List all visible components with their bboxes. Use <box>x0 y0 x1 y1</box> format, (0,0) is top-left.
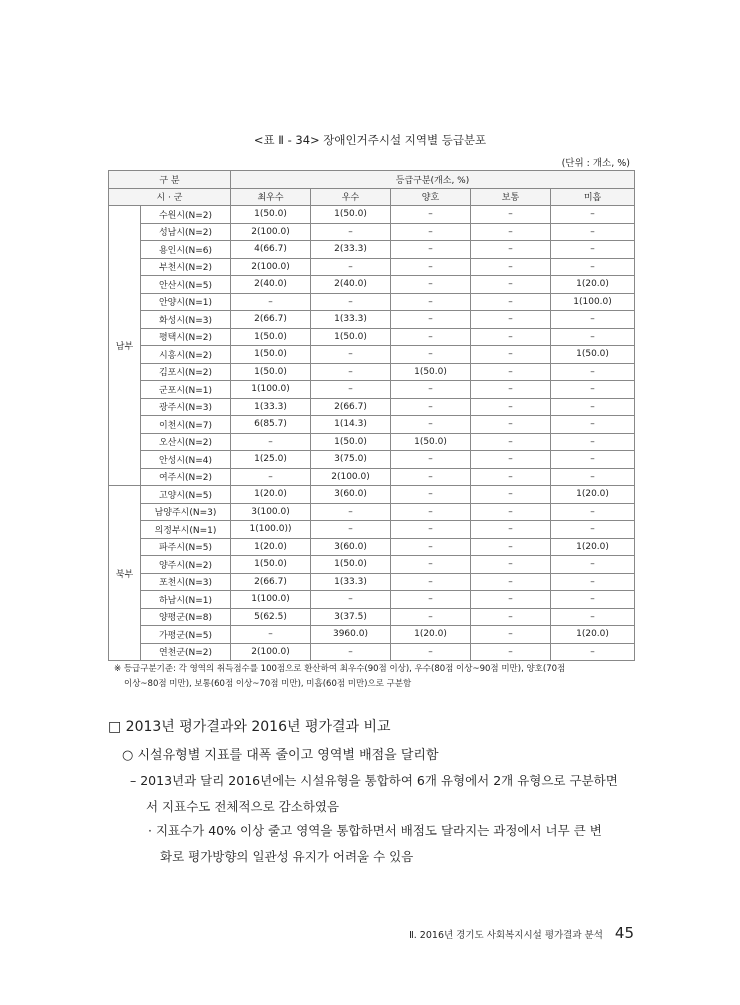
grade-cell: 2(100.0) <box>231 643 311 661</box>
grade-cell: – <box>471 206 551 224</box>
sub-title: ○ 시설유형별 지표를 대폭 줄이고 영역별 배점을 달리함 <box>122 748 439 763</box>
note-line-1: ※ 등급구분기준: 각 영역의 취득점수를 100점으로 환산하여 최우수(90점 이상), 우수(80점 이상~90점 미만), 양호(70점 <box>114 664 566 674</box>
grade-cell: 1(33.3) <box>311 573 391 591</box>
city-cell: 양평군(N=8) <box>141 608 231 626</box>
grade-cell: – <box>471 346 551 364</box>
grade-cell: – <box>471 486 551 504</box>
grade-cell: 3(37.5) <box>311 608 391 626</box>
section-title: □ 2013년 평가결과와 2016년 평가결과 비교 <box>108 719 391 735</box>
grade-cell: – <box>551 328 635 346</box>
grade-cell: – <box>551 381 635 399</box>
grade-cell: – <box>311 346 391 364</box>
grade-cell: – <box>391 416 471 434</box>
grade-cell: 1(25.0) <box>231 451 311 469</box>
grade-cell: – <box>311 643 391 661</box>
grade-cell: – <box>471 591 551 609</box>
grade-cell: – <box>551 258 635 276</box>
grade-cell: – <box>311 521 391 539</box>
grade-cell: – <box>551 398 635 416</box>
grade-cell: – <box>311 293 391 311</box>
grade-cell: 1(100.0)) <box>231 521 311 539</box>
grade-cell: – <box>471 468 551 486</box>
grade-cell: – <box>471 521 551 539</box>
grade-cell: – <box>391 206 471 224</box>
table-row <box>109 451 635 469</box>
grade-cell: – <box>471 538 551 556</box>
table-body <box>109 206 635 661</box>
grade-cell: – <box>471 573 551 591</box>
grade-cell: – <box>551 608 635 626</box>
table-row <box>109 241 635 259</box>
grade-cell: 1(33.3) <box>231 398 311 416</box>
table-row <box>109 381 635 399</box>
city-cell: 안성시(N=4) <box>141 451 231 469</box>
grade-cell: – <box>391 643 471 661</box>
city-cell: 평택시(N=2) <box>141 328 231 346</box>
grade-cell: 2(40.0) <box>231 276 311 294</box>
grade-cell: – <box>471 258 551 276</box>
table-row <box>109 521 635 539</box>
grade-cell: 1(33.3) <box>311 311 391 329</box>
grade-cell: – <box>311 591 391 609</box>
table-row <box>109 486 635 504</box>
grade-cell: – <box>391 486 471 504</box>
dot-line-2: 화로 평가방향의 일관성 유지가 어려울 수 있음 <box>160 849 414 864</box>
grade-cell: 1(50.0) <box>311 328 391 346</box>
grade-cell: – <box>471 451 551 469</box>
header-col-average: 보통 <box>471 188 551 206</box>
table-row <box>109 293 635 311</box>
city-cell: 포천시(N=3) <box>141 573 231 591</box>
grade-cell: 2(66.7) <box>311 398 391 416</box>
table-row <box>109 591 635 609</box>
grade-cell: 1(50.0) <box>391 363 471 381</box>
grade-cell: – <box>471 503 551 521</box>
page-footer <box>0 924 634 942</box>
grade-cell: – <box>391 223 471 241</box>
table-row <box>109 206 635 224</box>
grade-cell: – <box>551 416 635 434</box>
city-cell: 화성시(N=3) <box>141 311 231 329</box>
grade-cell: 1(20.0) <box>231 486 311 504</box>
city-cell: 용인시(N=6) <box>141 241 231 259</box>
table-row <box>109 416 635 434</box>
grade-cell: – <box>551 591 635 609</box>
grade-cell: – <box>391 503 471 521</box>
grade-cell: 2(33.3) <box>311 241 391 259</box>
dash-line-2: 서 지표수도 전체적으로 감소하였음 <box>146 799 340 814</box>
table-row <box>109 311 635 329</box>
grade-cell: – <box>231 468 311 486</box>
city-cell: 연천군(N=2) <box>141 643 231 661</box>
city-cell: 고양시(N=5) <box>141 486 231 504</box>
grade-cell: – <box>391 258 471 276</box>
grade-cell: – <box>551 573 635 591</box>
grade-cell: 1(50.0) <box>231 206 311 224</box>
grade-cell: – <box>551 363 635 381</box>
grade-cell: – <box>551 451 635 469</box>
grade-cell: – <box>551 643 635 661</box>
grade-cell: 2(40.0) <box>311 276 391 294</box>
grade-cell: 1(14.3) <box>311 416 391 434</box>
region-label: 남부 <box>109 206 141 486</box>
note-line-2: 이상~80점 미만), 보통(60점 이상~70점 미만), 미흡(60점 미만)으로 구분함 <box>124 679 412 689</box>
grade-cell: – <box>471 363 551 381</box>
grade-cell: – <box>231 626 311 644</box>
grade-cell: 1(50.0) <box>311 433 391 451</box>
grade-cell: 1(20.0) <box>551 486 635 504</box>
grade-cell: – <box>551 206 635 224</box>
region-label: 북부 <box>109 486 141 661</box>
grade-cell: – <box>391 346 471 364</box>
grade-cell: – <box>551 521 635 539</box>
dot-paragraph <box>148 818 602 870</box>
grade-cell: 1(50.0) <box>231 363 311 381</box>
grade-cell: – <box>471 311 551 329</box>
grade-cell: 1(50.0) <box>311 206 391 224</box>
city-cell: 하남시(N=1) <box>141 591 231 609</box>
grade-distribution-table <box>108 170 635 661</box>
city-cell: 여주시(N=2) <box>141 468 231 486</box>
table-row <box>109 626 635 644</box>
city-cell: 군포시(N=1) <box>141 381 231 399</box>
grade-cell: – <box>471 276 551 294</box>
grade-cell: – <box>471 416 551 434</box>
table-note <box>114 662 634 692</box>
grade-cell: – <box>391 468 471 486</box>
page-number: 45 <box>614 924 634 942</box>
grade-cell: – <box>471 556 551 574</box>
grade-cell: 1(20.0) <box>391 626 471 644</box>
table-unit: (단위 : 개소, %) <box>561 158 630 169</box>
header-row-2 <box>109 188 635 206</box>
grade-cell: 1(50.0) <box>311 556 391 574</box>
grade-cell: – <box>471 328 551 346</box>
grade-cell: – <box>231 293 311 311</box>
table-row <box>109 538 635 556</box>
header-col-excellent: 최우수 <box>231 188 311 206</box>
grade-cell: 2(100.0) <box>311 468 391 486</box>
city-cell: 의정부시(N=1) <box>141 521 231 539</box>
grade-cell: – <box>551 433 635 451</box>
table-title: <표 Ⅱ - 34> 장애인거주시설 지역별 등급분포 <box>253 133 487 147</box>
table-row <box>109 573 635 591</box>
grade-cell: – <box>471 608 551 626</box>
grade-cell: 1(50.0) <box>231 328 311 346</box>
grade-cell: – <box>471 433 551 451</box>
grade-cell: – <box>391 608 471 626</box>
city-cell: 성남시(N=2) <box>141 223 231 241</box>
grade-cell: – <box>391 328 471 346</box>
table-row <box>109 433 635 451</box>
grade-cell: – <box>311 258 391 276</box>
dot-line-1: · 지표수가 40% 이상 줄고 영역을 통합하면서 배점도 달라지는 과정에서 너무 큰 변 <box>148 823 602 838</box>
grade-cell: – <box>311 223 391 241</box>
grade-cell: – <box>311 381 391 399</box>
grade-cell: 1(20.0) <box>551 538 635 556</box>
city-cell: 광주시(N=3) <box>141 398 231 416</box>
dash-paragraph <box>130 768 618 820</box>
grade-cell: 1(50.0) <box>231 346 311 364</box>
grade-cell: – <box>471 293 551 311</box>
grade-cell: 3(60.0) <box>311 486 391 504</box>
grade-cell: – <box>391 293 471 311</box>
grade-cell: – <box>391 398 471 416</box>
grade-cell: – <box>391 573 471 591</box>
grade-cell: 3(75.0) <box>311 451 391 469</box>
header-sigun: 시 · 군 <box>109 188 231 206</box>
grade-cell: 1(100.0) <box>551 293 635 311</box>
footer-text: Ⅱ. 2016년 경기도 사회복지시설 평가결과 분석 <box>409 930 603 941</box>
grade-cell: – <box>471 643 551 661</box>
grade-cell: – <box>391 311 471 329</box>
grade-cell: 3960.0) <box>311 626 391 644</box>
grade-cell: – <box>391 276 471 294</box>
grade-cell: – <box>471 223 551 241</box>
grade-cell: – <box>471 398 551 416</box>
table-row <box>109 346 635 364</box>
table-row <box>109 556 635 574</box>
grade-cell: – <box>471 626 551 644</box>
table-row <box>109 398 635 416</box>
table-row <box>109 643 635 661</box>
grade-cell: 1(50.0) <box>231 556 311 574</box>
grade-cell: – <box>551 503 635 521</box>
grade-cell: 1(100.0) <box>231 381 311 399</box>
grade-cell: – <box>551 241 635 259</box>
city-cell: 부천시(N=2) <box>141 258 231 276</box>
header-group: 등급구분(개소, %) <box>231 171 635 189</box>
grade-cell: 5(62.5) <box>231 608 311 626</box>
city-cell: 안산시(N=5) <box>141 276 231 294</box>
city-cell: 시흥시(N=2) <box>141 346 231 364</box>
city-cell: 이천시(N=7) <box>141 416 231 434</box>
grade-cell: – <box>311 363 391 381</box>
grade-cell: 3(100.0) <box>231 503 311 521</box>
header-col-good: 우수 <box>311 188 391 206</box>
grade-cell: – <box>391 381 471 399</box>
city-cell: 오산시(N=2) <box>141 433 231 451</box>
grade-cell: 2(66.7) <box>231 311 311 329</box>
grade-cell: – <box>551 311 635 329</box>
grade-cell: – <box>391 556 471 574</box>
grade-cell: – <box>551 468 635 486</box>
grade-cell: 1(20.0) <box>551 626 635 644</box>
grade-cell: – <box>391 538 471 556</box>
dash-line-1: – 2013년과 달리 2016년에는 시설유형을 통합하여 6개 유형에서 2개 유형으로 구분하면 <box>130 773 618 788</box>
city-cell: 가평군(N=5) <box>141 626 231 644</box>
city-cell: 양주시(N=2) <box>141 556 231 574</box>
grade-cell: 2(100.0) <box>231 258 311 276</box>
grade-cell: – <box>471 241 551 259</box>
table-row <box>109 223 635 241</box>
city-cell: 남양주시(N=3) <box>141 503 231 521</box>
table-row <box>109 468 635 486</box>
grade-cell: 4(66.7) <box>231 241 311 259</box>
table-row <box>109 608 635 626</box>
table-row <box>109 328 635 346</box>
grade-cell: 1(20.0) <box>231 538 311 556</box>
grade-cell: 6(85.7) <box>231 416 311 434</box>
grade-cell: 2(100.0) <box>231 223 311 241</box>
table-row <box>109 276 635 294</box>
grade-cell: 1(100.0) <box>231 591 311 609</box>
table-row <box>109 503 635 521</box>
grade-cell: – <box>391 591 471 609</box>
grade-cell: – <box>391 451 471 469</box>
grade-cell: 2(66.7) <box>231 573 311 591</box>
grade-cell: 1(20.0) <box>551 276 635 294</box>
grade-cell: 3(60.0) <box>311 538 391 556</box>
header-row-1 <box>109 171 635 189</box>
grade-cell: – <box>471 381 551 399</box>
grade-cell: – <box>231 433 311 451</box>
grade-cell: – <box>391 241 471 259</box>
table-row <box>109 363 635 381</box>
grade-cell: – <box>311 503 391 521</box>
grade-cell: – <box>391 521 471 539</box>
table-row <box>109 258 635 276</box>
header-col-poor: 미흡 <box>551 188 635 206</box>
grade-cell: 1(50.0) <box>391 433 471 451</box>
city-cell: 수원시(N=2) <box>141 206 231 224</box>
city-cell: 김포시(N=2) <box>141 363 231 381</box>
grade-cell: 1(50.0) <box>551 346 635 364</box>
header-gubun: 구 분 <box>109 171 231 189</box>
grade-cell: – <box>551 556 635 574</box>
city-cell: 안양시(N=1) <box>141 293 231 311</box>
header-col-fair: 양호 <box>391 188 471 206</box>
grade-cell: – <box>551 223 635 241</box>
city-cell: 파주시(N=5) <box>141 538 231 556</box>
